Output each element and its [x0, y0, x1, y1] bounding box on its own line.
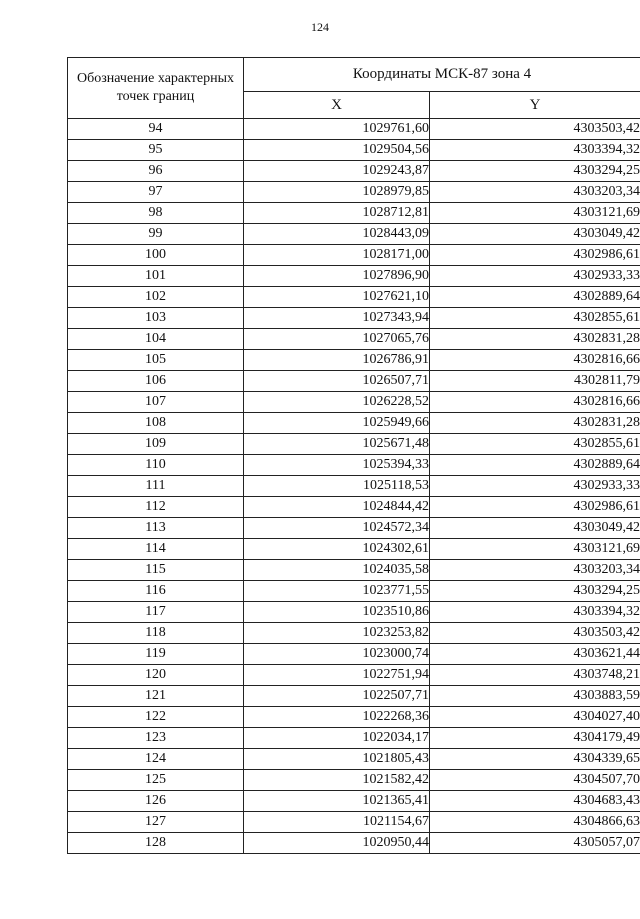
page-number: 124: [311, 20, 329, 34]
y-coordinate-cell: 4302831,28: [430, 413, 640, 434]
point-number-cell: 99: [68, 224, 244, 245]
y-coordinate-cell: 4302933,33: [430, 476, 640, 497]
table-row: [68, 581, 640, 602]
y-coordinate-cell: 4302855,61: [430, 308, 640, 329]
table-row: [68, 161, 640, 182]
x-coordinate-cell: 1022507,71: [244, 686, 430, 707]
table-row: [68, 203, 640, 224]
table-row: [68, 560, 640, 581]
x-coordinate-cell: 1024844,42: [244, 497, 430, 518]
x-coordinate-cell: 1027343,94: [244, 308, 430, 329]
x-coordinate-cell: 1028443,09: [244, 224, 430, 245]
point-number-cell: 118: [68, 623, 244, 644]
y-coordinate-cell: 4303049,42: [430, 518, 640, 539]
table-row: [68, 539, 640, 560]
x-coordinate-cell: 1026786,91: [244, 350, 430, 371]
x-coordinate-cell: 1020950,44: [244, 833, 430, 854]
coordinate-system-header: Координаты МСК-87 зона 4: [244, 58, 640, 92]
y-coordinate-cell: 4304339,65: [430, 749, 640, 770]
x-coordinate-cell: 1023510,86: [244, 602, 430, 623]
point-designation-header: Обозначение характерных точек границ: [68, 58, 244, 119]
point-number-cell: 107: [68, 392, 244, 413]
point-number-cell: 128: [68, 833, 244, 854]
table-row: [68, 287, 640, 308]
y-coordinate-cell: 4302986,61: [430, 497, 640, 518]
x-coordinate-cell: 1029504,56: [244, 140, 430, 161]
point-number-cell: 113: [68, 518, 244, 539]
y-coordinate-cell: 4302933,33: [430, 266, 640, 287]
x-coordinate-cell: 1027896,90: [244, 266, 430, 287]
table-body: [68, 119, 640, 854]
x-coordinate-cell: 1025118,53: [244, 476, 430, 497]
point-number-cell: 98: [68, 203, 244, 224]
table-row: [68, 644, 640, 665]
y-coordinate-cell: 4304683,43: [430, 791, 640, 812]
x-column-header: X: [244, 92, 430, 119]
y-coordinate-cell: 4303883,59: [430, 686, 640, 707]
point-number-cell: 116: [68, 581, 244, 602]
point-number-cell: 123: [68, 728, 244, 749]
y-coordinate-cell: 4304507,70: [430, 770, 640, 791]
x-coordinate-cell: 1028979,85: [244, 182, 430, 203]
point-number-cell: 126: [68, 791, 244, 812]
point-number-cell: 108: [68, 413, 244, 434]
point-number-cell: 127: [68, 812, 244, 833]
table-row: [68, 833, 640, 854]
x-coordinate-cell: 1021582,42: [244, 770, 430, 791]
point-number-cell: 119: [68, 644, 244, 665]
x-coordinate-cell: 1023000,74: [244, 644, 430, 665]
y-coordinate-cell: 4302816,66: [430, 392, 640, 413]
x-coordinate-cell: 1021154,67: [244, 812, 430, 833]
x-coordinate-cell: 1022751,94: [244, 665, 430, 686]
x-coordinate-cell: 1028712,81: [244, 203, 430, 224]
y-coordinate-cell: 4303049,42: [430, 224, 640, 245]
point-number-cell: 111: [68, 476, 244, 497]
y-coordinate-cell: 4305057,07: [430, 833, 640, 854]
table-row: [68, 602, 640, 623]
table-row: [68, 266, 640, 287]
x-coordinate-cell: 1023253,82: [244, 623, 430, 644]
table-row: [68, 812, 640, 833]
x-coordinate-cell: 1028171,00: [244, 245, 430, 266]
table-row: [68, 308, 640, 329]
y-coordinate-cell: 4303503,42: [430, 119, 640, 140]
point-number-cell: 120: [68, 665, 244, 686]
y-coordinate-cell: 4302889,64: [430, 455, 640, 476]
x-coordinate-cell: 1024302,61: [244, 539, 430, 560]
y-coordinate-cell: 4302831,28: [430, 329, 640, 350]
table-row: [68, 497, 640, 518]
x-coordinate-cell: 1027621,10: [244, 287, 430, 308]
coordinates-table: [67, 57, 640, 854]
point-number-cell: 109: [68, 434, 244, 455]
x-coordinate-cell: 1021365,41: [244, 791, 430, 812]
x-coordinate-cell: 1023771,55: [244, 581, 430, 602]
table-row: [68, 182, 640, 203]
table-row: [68, 749, 640, 770]
table-row: [68, 434, 640, 455]
x-coordinate-cell: 1024035,58: [244, 560, 430, 581]
point-number-cell: 95: [68, 140, 244, 161]
y-coordinate-cell: 4303203,34: [430, 182, 640, 203]
point-number-cell: 96: [68, 161, 244, 182]
y-coordinate-cell: 4303294,25: [430, 161, 640, 182]
y-coordinate-cell: 4302855,61: [430, 434, 640, 455]
point-number-cell: 110: [68, 455, 244, 476]
point-number-cell: 100: [68, 245, 244, 266]
y-coordinate-cell: 4303121,69: [430, 539, 640, 560]
table-row: [68, 224, 640, 245]
table-row: [68, 455, 640, 476]
point-number-cell: 102: [68, 287, 244, 308]
y-coordinate-cell: 4303121,69: [430, 203, 640, 224]
y-column-header: Y: [430, 92, 640, 119]
table-row: [68, 392, 640, 413]
point-number-cell: 103: [68, 308, 244, 329]
point-number-cell: 101: [68, 266, 244, 287]
table-row: [68, 413, 640, 434]
y-coordinate-cell: 4302811,79: [430, 371, 640, 392]
x-coordinate-cell: 1024572,34: [244, 518, 430, 539]
table-row: [68, 371, 640, 392]
table-row: [68, 665, 640, 686]
y-coordinate-cell: 4302889,64: [430, 287, 640, 308]
x-coordinate-cell: 1022268,36: [244, 707, 430, 728]
point-number-cell: 115: [68, 560, 244, 581]
point-number-cell: 117: [68, 602, 244, 623]
y-coordinate-cell: 4303394,32: [430, 140, 640, 161]
x-coordinate-cell: 1025949,66: [244, 413, 430, 434]
x-coordinate-cell: 1026507,71: [244, 371, 430, 392]
table-row: [68, 707, 640, 728]
x-coordinate-cell: 1026228,52: [244, 392, 430, 413]
table-row: [68, 245, 640, 266]
table-row: [68, 791, 640, 812]
x-coordinate-cell: 1025394,33: [244, 455, 430, 476]
y-coordinate-cell: 4303503,42: [430, 623, 640, 644]
y-coordinate-cell: 4304866,63: [430, 812, 640, 833]
point-number-cell: 94: [68, 119, 244, 140]
x-coordinate-cell: 1021805,43: [244, 749, 430, 770]
x-coordinate-cell: 1029243,87: [244, 161, 430, 182]
point-number-cell: 112: [68, 497, 244, 518]
table-row: [68, 476, 640, 497]
table-row: [68, 728, 640, 749]
y-coordinate-cell: 4303748,21: [430, 665, 640, 686]
y-coordinate-cell: 4303621,44: [430, 644, 640, 665]
x-coordinate-cell: 1029761,60: [244, 119, 430, 140]
point-number-cell: 124: [68, 749, 244, 770]
point-number-cell: 125: [68, 770, 244, 791]
y-coordinate-cell: 4304027,40: [430, 707, 640, 728]
point-number-cell: 104: [68, 329, 244, 350]
table-row: [68, 518, 640, 539]
table-row: [68, 350, 640, 371]
point-number-cell: 121: [68, 686, 244, 707]
x-coordinate-cell: 1027065,76: [244, 329, 430, 350]
point-number-cell: 106: [68, 371, 244, 392]
point-number-cell: 97: [68, 182, 244, 203]
point-number-cell: 114: [68, 539, 244, 560]
y-coordinate-cell: 4302986,61: [430, 245, 640, 266]
point-number-cell: 122: [68, 707, 244, 728]
table-row: [68, 140, 640, 161]
point-number-cell: 105: [68, 350, 244, 371]
table-row: [68, 686, 640, 707]
y-coordinate-cell: 4302816,66: [430, 350, 640, 371]
y-coordinate-cell: 4303394,32: [430, 602, 640, 623]
y-coordinate-cell: 4303294,25: [430, 581, 640, 602]
y-coordinate-cell: 4304179,49: [430, 728, 640, 749]
y-coordinate-cell: 4303203,34: [430, 560, 640, 581]
table-row: [68, 623, 640, 644]
table-row: [68, 329, 640, 350]
x-coordinate-cell: 1022034,17: [244, 728, 430, 749]
x-coordinate-cell: 1025671,48: [244, 434, 430, 455]
table-row: [68, 770, 640, 791]
table-row: [68, 119, 640, 140]
